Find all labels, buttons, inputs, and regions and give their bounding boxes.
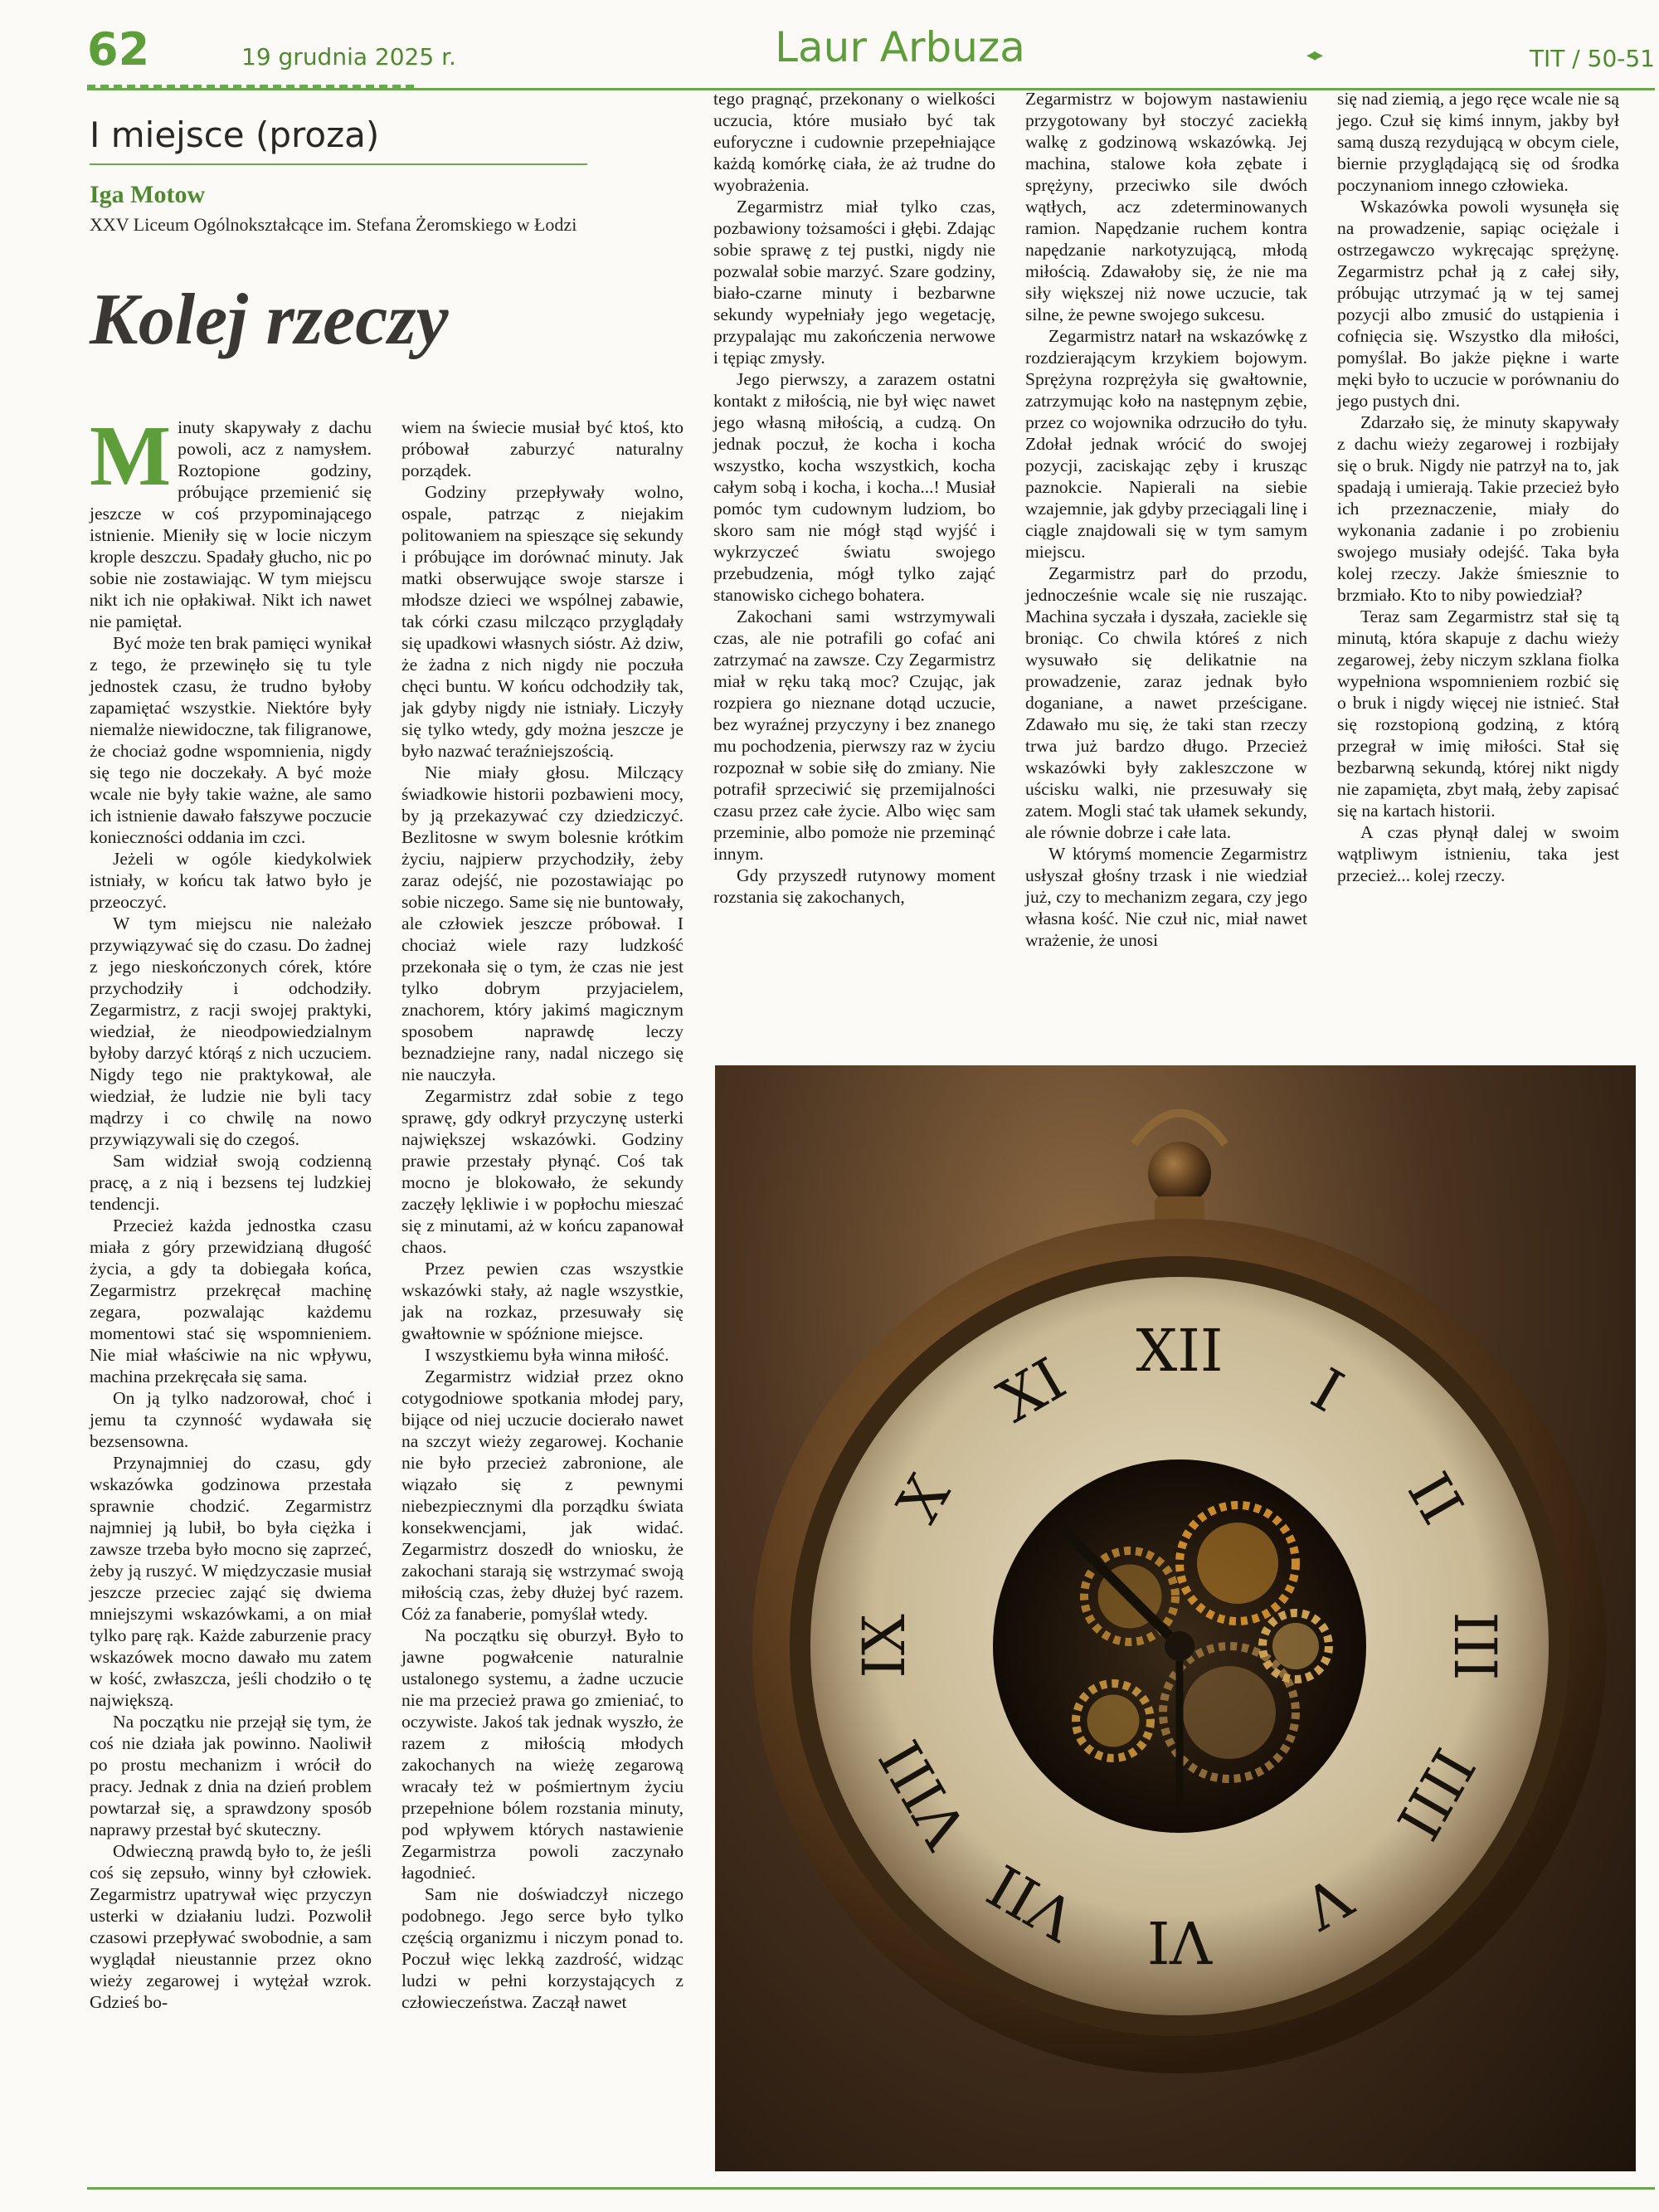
watch-crown — [1148, 1142, 1211, 1205]
section-title: Laur Arbuza — [775, 23, 1025, 71]
paragraph: Odwieczną prawdą było to, że jeśli coś się zepsuło, winny był człowiek. Zegarmistrz upatrywał więc przyczyn usterki w działaniu ludzi. Pozwolił czasowi przepływać swobodnie, a sam wyglądał nieustannie przez okno wieży zegarowej i wytężał wzrok. Gdzieś bo- — [90, 1841, 372, 2012]
gear-hub — [1197, 1523, 1278, 1604]
paragraph: Minuty skapywały z dachu powoli, acz z namysłem. Roztopione godziny, próbujące przemienić się jeszcze w coś przypominającego istnienie. Mieniły się w locie niczym krople deszczu. Spadały głucho, nic po sobie nie zostawiając. W tym miejscu nikt ich nie opłakiwał. Nikt ich nawet nie pamiętał. — [90, 408, 372, 631]
paragraph: Teraz sam Zegarmistrz stał się tą minutą, która skapuje z dachu wieży zegarowej, żeby niczym szklana fiolka wypełniona wspomnieniem rozbić się o bruk i nigdy więcej nie istnieć. Stał się rozstopioną godziną, z którą przegrał w imię miłości. Stał się bezbarwną sekundą, której nikt nigdy nie zapamięta, zbyt małą, żeby zapisać się na kartach historii. — [1337, 607, 1619, 821]
paragraph: Na początku nie przejął się tym, że coś nie działa jak powinno. Naoliwił po prostu mechanizm i wrócił do pracy. Jednak z dnia na dzień problem powtarzał się, a sprawdzony sposób naprawy przestał być skuteczny. — [90, 1712, 372, 1839]
paragraph: Jego pierwszy, a zarazem ostatni kontakt z miłością, nie był więc nawet jego własną miłością, a cudzą. On jednak poczuł, że kocha i kocha wszystko, kocha wszystkich, kocha całym sobą i kocha, i kocha...! Musiał pomóc tym cudownym ludziom, bo skoro sam nie mógł stąd wyjść i wykrzyczeć światu swojego przebudzenia, mógł tylko zająć stanowisko cichego bohatera. — [713, 369, 995, 605]
dial-numeral: IIII — [1383, 1737, 1488, 1851]
paragraph: A czas płynął dalej w swoim wątpliwym istnieniu, taka jest przecież... kolej rzeczy. — [1337, 822, 1619, 885]
gear-hub — [1272, 1623, 1319, 1669]
paragraph: Zegarmistrz zdał sobie z tego sprawę, gdy odkrył przyczynę usterki największej wskazówki. Godziny prawie przestały płynąć. Coś tak mocno je blokowało, że sekundy zaczęły lękliwie i w popłochu mieszać się z minutami, aż w końcu zapanował chaos. — [401, 1086, 684, 1257]
dial-numeral: III — [1441, 1611, 1509, 1681]
paragraph: Zegarmistrz w bojowym nastawieniu przygotowany był stoczyć zaciekłą walkę z godzinową wskazówką. Jej machina, stalowe koła zębate i sprężyny, przeciwko sile dwóch wątłych, acz zdeterminowanych ramion. Napędzanie ruchem kontra napędzanie narkotyzującą, młodą miłością. Zdawałoby się, że nie ma siły większej niż nowe uczucie, tak silne, że pewne swojego sukcesu. — [1025, 89, 1307, 324]
article-title: Kolej rzeczy — [90, 280, 449, 360]
dial-numeral: II — [1394, 1461, 1477, 1536]
award-rule — [90, 163, 587, 165]
paragraph: Przez pewien czas wszystkie wskazówki stały, aż nagle wszystkie, jak na rozkaz, przesuwały się gwałtownie w spóźnione miejsce. — [401, 1259, 684, 1343]
author-name: Iga Motow — [90, 181, 206, 208]
dial-numeral: I — [1300, 1355, 1355, 1426]
paragraph: Zegarmistrz parł do przodu, jednocześnie wcale się nie ruszając. Machina syczała i dyszała, zaciekle się broniąc. Co chwila któreś z nich wysuwało się delikatnie na prowadzenie, zaraz jednak było doganiane, a nawet prześcigane. Zdawało mu się, że taki stan rzeczy trwa już bardzo długo. Przecież wskazówki były zakleszczone w uścisku walki, nie przesuwały się zatem. Mogli stać tak ułamek sekundy, ale równie dobrze i całe lata. — [1025, 563, 1307, 842]
dial-numeral: XII — [1136, 1317, 1224, 1385]
text-column-1 — [90, 408, 372, 2013]
dial-numeral: VIII — [866, 1728, 981, 1859]
paragraph: tego pragnąć, przekonany o wielkości uczucia, które musiało być tak euforyczne i cudownie przepełniające każdą komórkę ciała, że aż trudne do wyobrażenia. — [713, 89, 995, 195]
paragraph: się nad ziemią, a jego ręce wcale nie są jego. Czuł się kimś innym, jakby był samą duszą rezydującą w obcym ciele, biernie przyglądającą się od środka poczynaniom innego człowieka. — [1337, 89, 1619, 195]
paragraph: Zegarmistrz natarł na wskazówkę z rozdzierającym krzykiem bojowym. Sprężyna rozprężyła się gwałtownie, zatrzymując koło na następnym zębie, przez co wojownika odrzuciło do tyłu. Zdołał jednak wrócić do swojej pozycji, zaciskając zęby i krusząc paznokcie. Napierali na siebie wzajemnie, jak gdyby przeciągali linę i ciągle znajdowali się w tym samym miejscu. — [1025, 326, 1307, 562]
paragraph: Przecież każda jednostka czasu miała z góry przewidzianą długość życia, a gdy ta dobiegała końca, Zegarmistrz przekręcał machinę zegara, pozwalając każdemu momentowi stać się wspomnieniem. Nie miał właściwie na nic wpływu, machina przekręcała się sama. — [90, 1216, 372, 1386]
paragraph: Przynajmniej do czasu, gdy wskazówka godzinowa przestała sprawnie chodzić. Zegarmistrz najmniej ją lubił, bo była ciężka i zawsze trzeba było mocno się zaprzeć, żeby ją ruszyć. W międzyczasie musiał jeszcze przeciec zająć się dwiema mniejszymi wskazówkami, a on miał tylko parę rąk. Każde zaburzenie pracy wskazówek mocno dawało mu zatem w kość, zwłaszcza, jeśli chodziło o tę największą. — [90, 1453, 372, 1710]
dial-numeral: XI — [986, 1344, 1078, 1436]
paragraph: Godziny przepływały wolno, ospale, patrząc z niejakim politowaniem na spieszące się sekundy i próbujące im dorównać minuty. Jak matki obserwujące swoje starsze i młodsze dzieci we wspólnej zabawie, tak córki czasu milcząco przyglądały się upadkowi własnych sióstr. Aż dziw, że żadna z nich nigdy nie poczuła chęci buntu. W końcu odchodziły tak, jak gdyby nigdy nie istniały. Liczyły się tylko wtedy, gdy można jeszcze je było nazwać teraźniejszością. — [401, 482, 684, 761]
text-column-5 — [1337, 88, 1619, 886]
dial-numeral: VI — [1146, 1907, 1213, 1976]
paragraph: Zakochani sami wstrzymywali czas, ale nie potrafili go cofać ani zatrzymać na zawsze. Czy Zegarmistrz miał w ręku taką moc? Czując, jak rozpiera go nieznane dotąd uczucie, bez wyraźnej przyczyny i bez znanego mu pochodzenia, pierwszy raz w życiu rozpoznał w sobie siłę do zmiany. Nie potrafił sprzeciwić się przemijalności czasu przez całe życie. Albo więc sam przeminie, albo pomoże nie przeminąć innym. — [713, 607, 995, 864]
drop-cap: M — [90, 408, 172, 504]
paragraph: wiem na świecie musiał być ktoś, kto próbował zaburzyć naturalny porządek. — [401, 417, 684, 480]
paragraph: Zdarzało się, że minuty skapywały z dachu wieży zegarowej i rozbijały się o bruk. Nigdy nie patrzył na to, jak spadają i umierają. Takie przecież było ich przeznaczenie, miały do wykonania zadanie i po zrobieniu swojego musiały odejść. Taka była kolej rzeczy. Jakże śmiesznie to brzmiało. Kto to niby powiedział? — [1337, 412, 1619, 605]
arrows-icon: ◂▸ — [1306, 45, 1322, 66]
paragraph: Sam nie doświadczył niczego podobnego. Jego serce było tylko częścią organizmu i niczym ponad to. Poczuł więc lekką zazdrość, widząc ludzi w pełni korzystających z człowieczeństwa. Zaczął nawet — [401, 1884, 684, 2012]
paragraph: Zegarmistrz miał tylko czas, pozbawiony tożsamości i głębi. Zdając sobie sprawę z tej pustki, nigdy nie pozwalał sobie marzyć. Szare godziny, biało-czarne minuty i bezbarwne sekundy wypełniały jego wegetację, przypalając mu zakończenia nerwowe i tępiąc zmysły. — [713, 197, 995, 368]
issue-number: TIT / 50-51 — [1529, 45, 1655, 72]
paragraph: Być może ten brak pamięci wynikał z tego, że przewinęło się tu tyle jednostek czasu, że trudno byłoby zapamiętać wszystkie. Niektóre były niemalże niewidoczne, tak filigranowe, że chociaż godne wspomnienia, nigdy się tego nie doczekały. A być może wcale nie były takie ważne, ale samo ich istnienie dawało fałszywe poczucie konieczności oddania im czci. — [90, 633, 372, 847]
dial-numeral: IX — [850, 1614, 918, 1678]
paragraph: Nie miały głosu. Milczący świadkowie historii pozbawieni mocy, by ją przekazywać czy dziedziczyć. Bezlitosne w swym bolesnie krótkim życiu, najpierw przychodziły, żeby zaraz odejść, nie pozostawiając po sobie niczego. Same się nie buntowały, ale człowiek jeszcze próbował. I chociaż wiele razy ludzkość przekonała się o tym, że czas nie jest tylko dobrym przyjacielem, znachorem, który jakimś magicznym sposobem naprawdę leczy beznadziejne rany, nadal niczego się nie nauczyła. — [401, 763, 684, 1084]
issue-date: 19 grudnia 2025 r. — [241, 43, 456, 71]
gear-hub — [1087, 1695, 1140, 1747]
paragraph: W tym miejscu nie należało przywiązywać się do czasu. Do żadnej z jego nieskończonych córek, które przychodziły i odchodziły. Zegarmistrz, z racji swojej praktyki, wiedział, że nieodpowiedzialnym byłoby darzyć którąś z nich uczuciem. Nigdy tego nie praktykował, ale wiedział, że ludzie nie byli tacy mądrzy i co chwilę na nowo przywiązywali się do czegoś. — [90, 914, 372, 1149]
paragraph: On ją tylko nadzorował, choć i jemu ta czynność wydawała się bezsensowna. — [90, 1388, 372, 1451]
text-column-4 — [1025, 88, 1307, 951]
gear-hub — [1183, 1666, 1276, 1759]
paragraph: Sam widział swoją codzienną pracę, a z nią i bezsens tej ludzkiej tendencji. — [90, 1151, 372, 1214]
paragraph: Zegarmistrz widział przez okno cotygodniowe spotkania młodej pary, bijące od niej uczucie docierało nawet na szczyt wieży zegarowej. Kochanie nie było przecież zabronione, ale wiązało się z pewnymi niebezpiecznymi dla porządku świata konsekwencjami, jak widać. Zegarmistrz doszedł do wniosku, że zakochani starają się wstrzymać swoją miłością czas, żeby dłużej być razem. Cóż za fanaberie, pomyślał wtedy. — [401, 1367, 684, 1624]
page-header — [87, 23, 1655, 81]
paragraph: Wskazówka powoli wysunęła się na prowadzenie, sapiąc ociężale i ostrzegawczo wykręcając sprężynę. Zegarmistrz pchał ją z całej siły, próbując utrzymać ją w tej samej pozycji albo zmusić do ustąpienia i cofnięcia się. Wszystko dla miłości, pomyślał. Bo jakże piękne i warte męki było to uczucie w porównaniu do jego pustych dni. — [1337, 197, 1619, 411]
pocket-watch-icon — [715, 1065, 1636, 2171]
text-column-3 — [713, 88, 995, 908]
paragraph: Na początku się oburzył. Było to jawne pogwałcenie naturalnie ustalonego systemu, a żadne uczucie nie ma przecież prawa go zmieniać, to oczywiste. Jakoś tak jednak wyszło, że razem z miłością młodych zakochanych na wieżę zegarową wracały też w pośmiertnym życiu przepełnione bólem rozstania minuty, pod wpływem których nastawienie Zegarmistrza powoli zaczynało łagodnieć. — [401, 1625, 684, 1883]
dial-numeral: V — [1292, 1862, 1363, 1942]
paragraph: W którymś momencie Zegarmistrz usłyszał głośny trzask i nie wiedział już, czy to mechanizm zegara, czy jego własna kość. Nie czuł nic, miał nawet wrażenie, że unosi — [1025, 844, 1307, 950]
paragraph: I wszystkiemu była winna miłość. — [425, 1345, 669, 1365]
hands-pivot — [1165, 1631, 1194, 1661]
watch-bow — [1134, 1113, 1225, 1145]
page-number: 62 — [87, 23, 150, 76]
dial-numeral: X — [883, 1463, 964, 1534]
author-school: XXV Liceum Ogólnokształcące im. Stefana Żeromskiego w Łodzi — [90, 214, 577, 235]
footer-rule — [87, 2187, 1655, 2190]
paragraph: Jeżeli w ogóle kiedykolwiek istniały, w końcu tak łatwo było je przeoczyć. — [90, 849, 372, 912]
award-place: I miejsce (proza) — [90, 114, 380, 155]
paragraph: Gdy przyszedł rutynowy moment rozstania się zakochanych, — [713, 865, 995, 907]
clock-photo — [715, 1065, 1636, 2171]
dial-numeral: VII — [976, 1850, 1087, 1954]
text-column-2 — [401, 417, 684, 2013]
